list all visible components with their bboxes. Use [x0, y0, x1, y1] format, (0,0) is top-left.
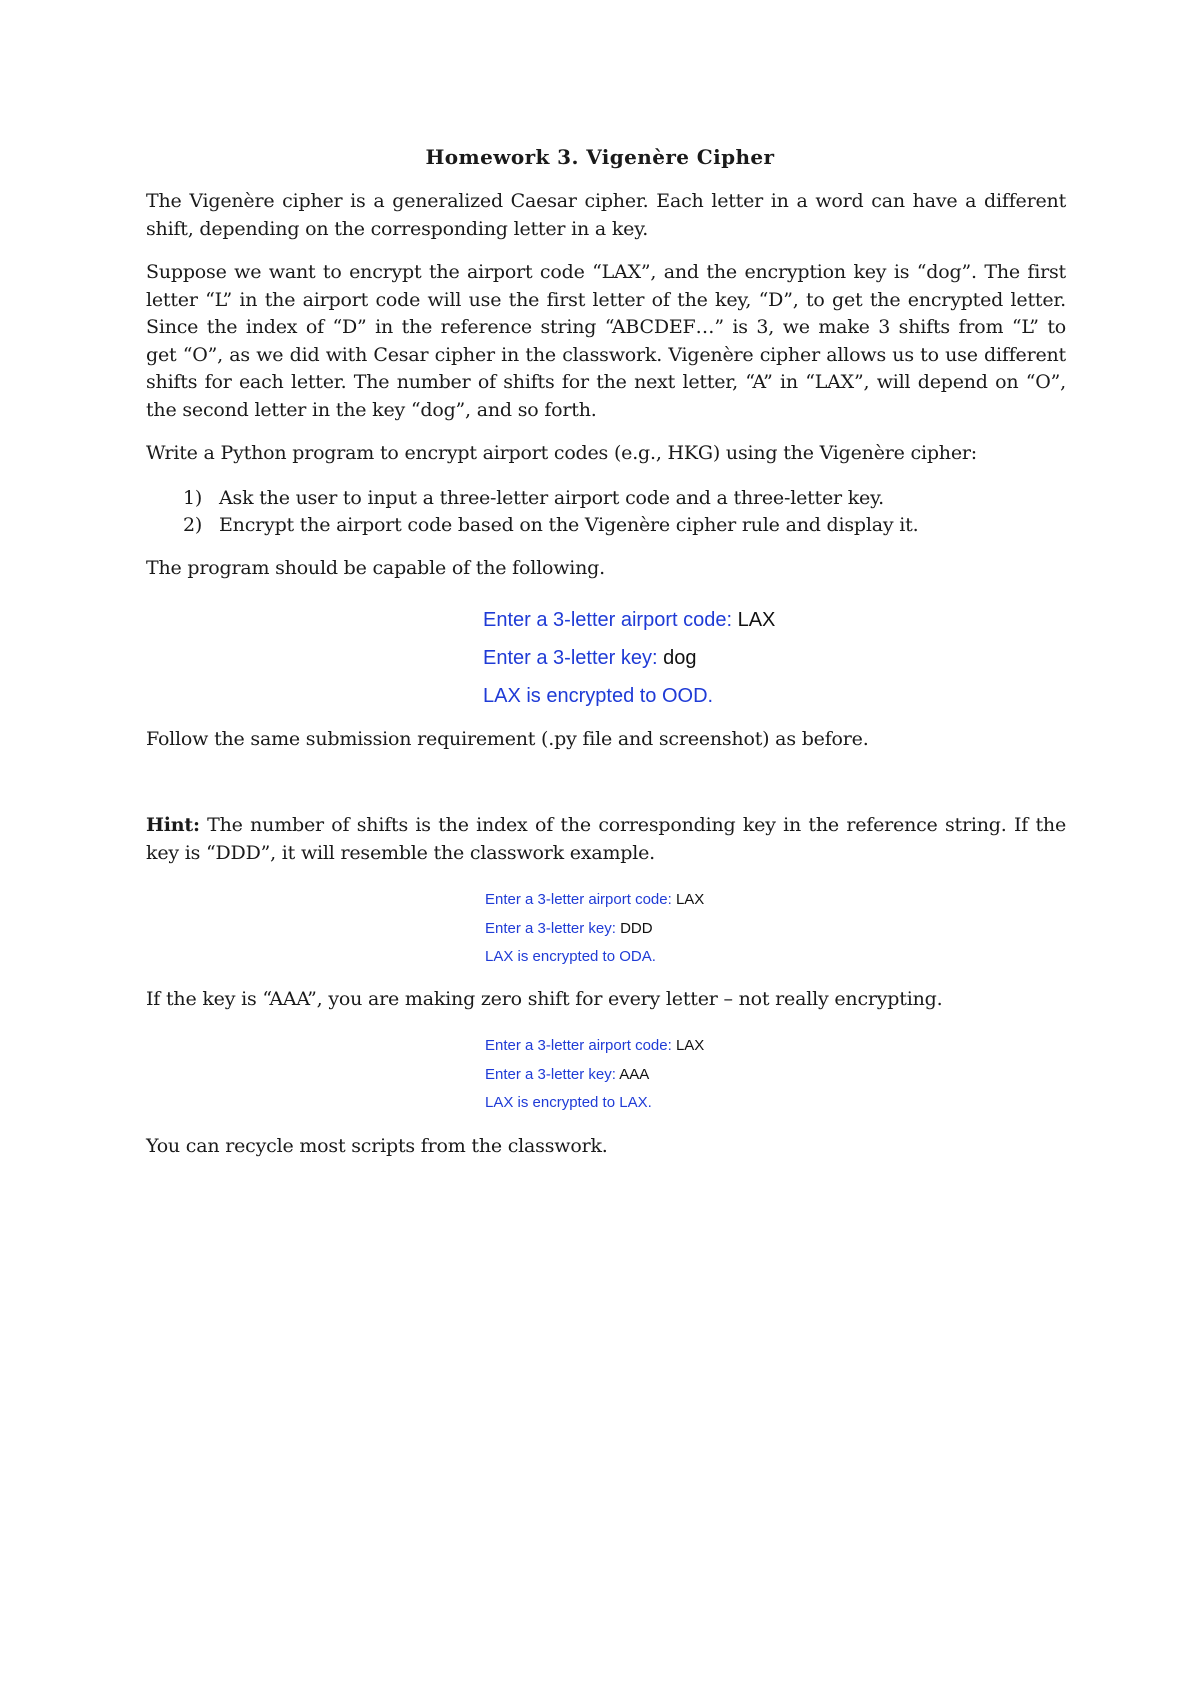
- capable-text: The program should be capable of the following.: [146, 557, 605, 579]
- input-code-text: LAX: [675, 1037, 705, 1054]
- input-code-text: LAX: [675, 891, 705, 908]
- console-row: [483, 639, 775, 677]
- prompt-key-text: Enter a 3-letter key:: [485, 1065, 620, 1083]
- console-example-ddd: [485, 886, 704, 972]
- console-output: LAX is encrypted to OOD.: [483, 685, 714, 707]
- aaa-text: If the key is “AAA”, you are making zero shift for every letter – not really encrypting.: [146, 988, 943, 1010]
- prompt-key-text: Enter a 3-letter key:: [485, 919, 621, 937]
- console-example-aaa: [485, 1032, 704, 1118]
- intro-line-1: The Vigenère cipher is a generalized Caesar cipher. Each letter in a word can have a different: [146, 190, 1066, 212]
- hint-text: The number of shifts is the index of the corresponding key in the reference string. If the: [199, 814, 1066, 836]
- document-title: Homework 3. Vigenère Cipher: [425, 145, 775, 169]
- prompt-key-text: Enter a 3-letter key:: [483, 647, 664, 669]
- example-line-6: the second letter in the key “dog”, and so forth.: [146, 398, 597, 421]
- example-paragraph: [146, 259, 1066, 424]
- input-code-text: LAX: [737, 609, 776, 631]
- console-row: [485, 1032, 704, 1061]
- intro-paragraph: [146, 188, 1066, 243]
- aaa-paragraph: [146, 986, 1066, 1014]
- step-text: Ask the user to input a three-letter airport code and a three-letter key.: [219, 487, 884, 509]
- example-line-2: letter “L” in the airport code will use the first letter of the key, “D”, to get the encrypted letter.: [146, 288, 1066, 311]
- input-key-text: dog: [663, 647, 697, 669]
- console-row: [485, 915, 704, 944]
- submission-paragraph: [146, 726, 1066, 754]
- closing-text: You can recycle most scripts from the classwork.: [146, 1135, 608, 1157]
- step-text: Encrypt the airport code based on the Vigenère cipher rule and display it.: [219, 513, 919, 536]
- intro-line-2: shift, depending on the corresponding letter in a key.: [146, 217, 649, 240]
- console-row: [485, 886, 704, 915]
- steps-list: [183, 485, 918, 538]
- step-number: 2): [183, 513, 203, 536]
- list-item: [183, 512, 918, 539]
- console-output: LAX is encrypted to ODA.: [485, 948, 656, 965]
- hint-label: Hint:: [146, 814, 200, 836]
- prompt-code-text: Enter a 3-letter airport code:: [485, 1037, 676, 1054]
- console-row: [483, 601, 775, 639]
- prompt-code-text: Enter a 3-letter airport code:: [485, 891, 676, 908]
- task-intro: [146, 440, 1066, 468]
- capable-paragraph: [146, 555, 1066, 583]
- console-output: LAX is encrypted to LAX.: [485, 1094, 652, 1111]
- hint-line-1: [146, 812, 1066, 840]
- console-row: [485, 1061, 704, 1090]
- prompt-code-text: Enter a 3-letter airport code:: [483, 609, 738, 631]
- example-line-1: Suppose we want to encrypt the airport code “LAX”, and the encryption key is “dog”. The first: [146, 261, 1066, 283]
- step-number: 1): [183, 487, 203, 509]
- submission-text: Follow the same submission requirement (.py file and screenshot) as before.: [146, 728, 869, 750]
- example-line-3: Since the index of “D” in the reference string “ABCDEF…” is 3, we make 3 shifts from “L” to: [146, 316, 1066, 338]
- task-intro-text: Write a Python program to encrypt airport codes (e.g., HKG) using the Vigenère cipher:: [146, 442, 977, 464]
- input-key-text: DDD: [620, 919, 653, 937]
- hint-paragraph: [146, 812, 1066, 867]
- console-example-main: [483, 601, 775, 715]
- example-line-4: get “O”, as we did with Cesar cipher in the classwork. Vigenère cipher allows us to use different: [146, 343, 1066, 366]
- input-key-text: AAA: [619, 1065, 650, 1083]
- hint-line-2: key is “DDD”, it will resemble the classwork example.: [146, 841, 656, 864]
- list-item: [183, 485, 918, 512]
- example-line-5: shifts for each letter. The number of shifts for the next letter, “A” in “LAX”, will depend on “O”,: [146, 371, 1066, 393]
- closing-paragraph: [146, 1133, 1066, 1161]
